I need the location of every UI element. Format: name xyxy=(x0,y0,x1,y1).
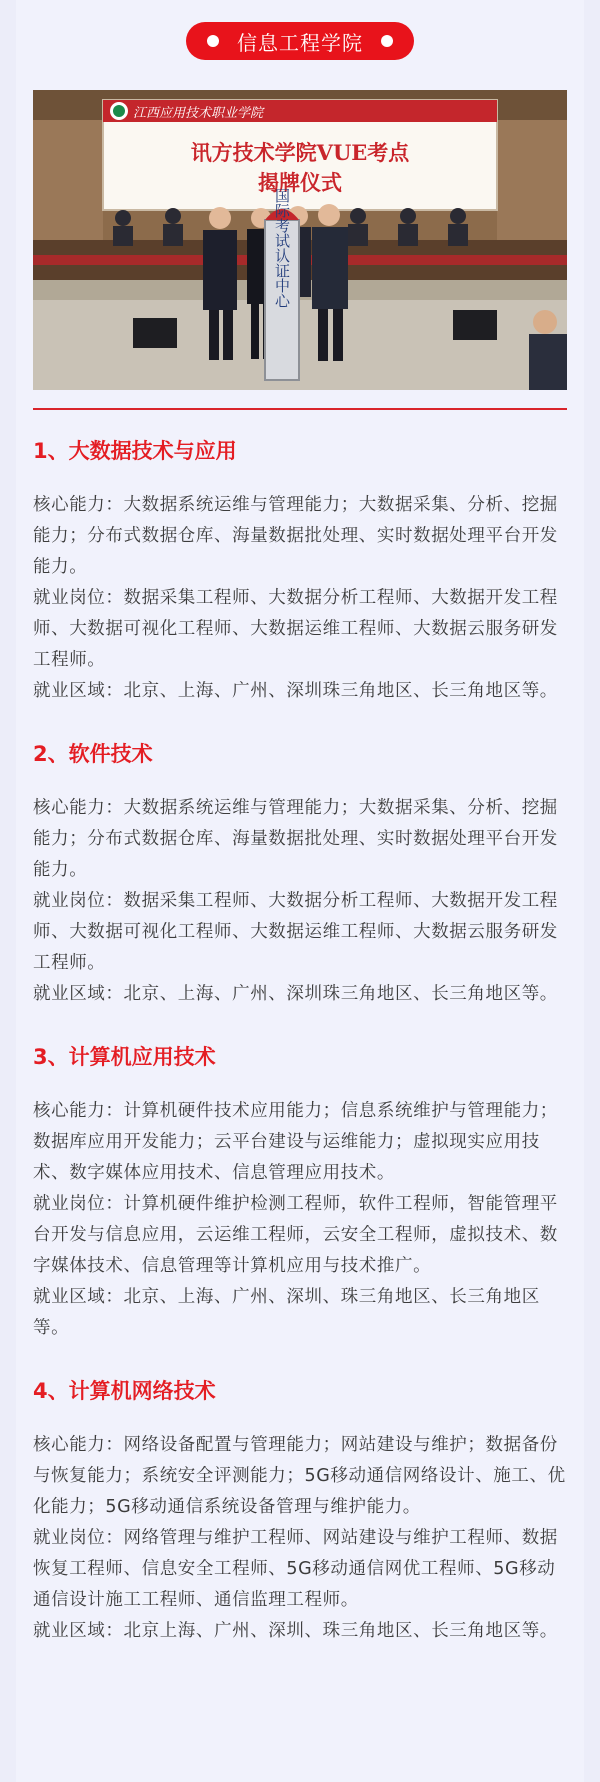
core-abilities: 核心能力：大数据系统运维与管理能力；大数据采集、分析、挖掘能力；分布式数据仓库、海量数据批处理、实时数据处理平台开发能力。 xyxy=(33,495,558,577)
core-abilities: 核心能力：大数据系统运维与管理能力；大数据采集、分析、挖掘能力；分布式数据仓库、海量数据批处理、实时数据处理平台开发能力。 xyxy=(33,798,558,880)
program-section xyxy=(33,430,567,707)
section-divider xyxy=(33,408,567,410)
plaque-text: 国际考试认证中心 xyxy=(273,188,291,308)
header-title: 信息工程学院 xyxy=(237,30,363,55)
program-section xyxy=(33,1036,567,1344)
dot-icon xyxy=(207,35,219,47)
job-positions: 就业岗位：数据采集工程师、大数据分析工程师、大数据开发工程师、大数据可视化工程师、大数据运维工程师、大数据云服务研发工程师。 xyxy=(33,891,558,973)
job-regions: 就业区域：北京、上海、广州、深圳珠三角地区、长三角地区等。 xyxy=(33,984,558,1004)
ceremony-photo-illustration xyxy=(33,90,567,390)
section-header-pill xyxy=(186,22,414,60)
dot-icon xyxy=(381,35,393,47)
banner-line-2: 揭牌仪式 xyxy=(258,170,342,195)
job-positions: 就业岗位：网络管理与维护工程师、网站建设与维护工程师、数据恢复工程师、信息安全工程师、5G移动通信网优工程师、5G移动通信设计施工工程师、通信监理工程师。 xyxy=(33,1528,558,1610)
job-positions: 就业岗位：数据采集工程师、大数据分析工程师、大数据开发工程师、大数据可视化工程师、大数据运维工程师、大数据云服务研发工程师。 xyxy=(33,588,558,670)
core-abilities: 核心能力：网络设备配置与管理能力；网站建设与维护；数据备份与恢复能力；系统安全评测能力；5G移动通信网络设计、施工、优化能力；5G移动通信系统设备管理与维护能力。 xyxy=(33,1435,566,1517)
banner-school: 江西应用技术职业学院 xyxy=(133,106,264,121)
section-title: 3、计算机应用技术 xyxy=(33,1045,216,1069)
section-title: 1、大数据技术与应用 xyxy=(33,439,237,463)
program-section xyxy=(33,1370,567,1647)
article-content xyxy=(33,418,567,1673)
ceremony-photo xyxy=(33,90,567,390)
job-regions: 就业区域：北京、上海、广州、深圳、珠三角地区、长三角地区等。 xyxy=(33,1287,540,1338)
section-title: 4、计算机网络技术 xyxy=(33,1379,216,1403)
banner-line-1: 讯方技术学院VUE考点 xyxy=(190,140,410,165)
program-section xyxy=(33,733,567,1010)
section-title: 2、软件技术 xyxy=(33,742,153,766)
job-regions: 就业区域：北京、上海、广州、深圳珠三角地区、长三角地区等。 xyxy=(33,681,558,701)
job-positions: 就业岗位：计算机硬件维护检测工程师，软件工程师，智能管理平台开发与信息应用，云运维工程师，云安全工程师，虚拟技术、数字媒体技术、信息管理等计算机应用与技术推广。 xyxy=(33,1194,558,1276)
job-regions: 就业区域：北京上海、广州、深圳、珠三角地区、长三角地区等。 xyxy=(33,1621,558,1641)
core-abilities: 核心能力：计算机硬件技术应用能力；信息系统维护与管理能力；数据库应用开发能力；云平台建设与运维能力；虚拟现实应用技术、数字媒体应用技术、信息管理应用技术。 xyxy=(33,1101,558,1183)
